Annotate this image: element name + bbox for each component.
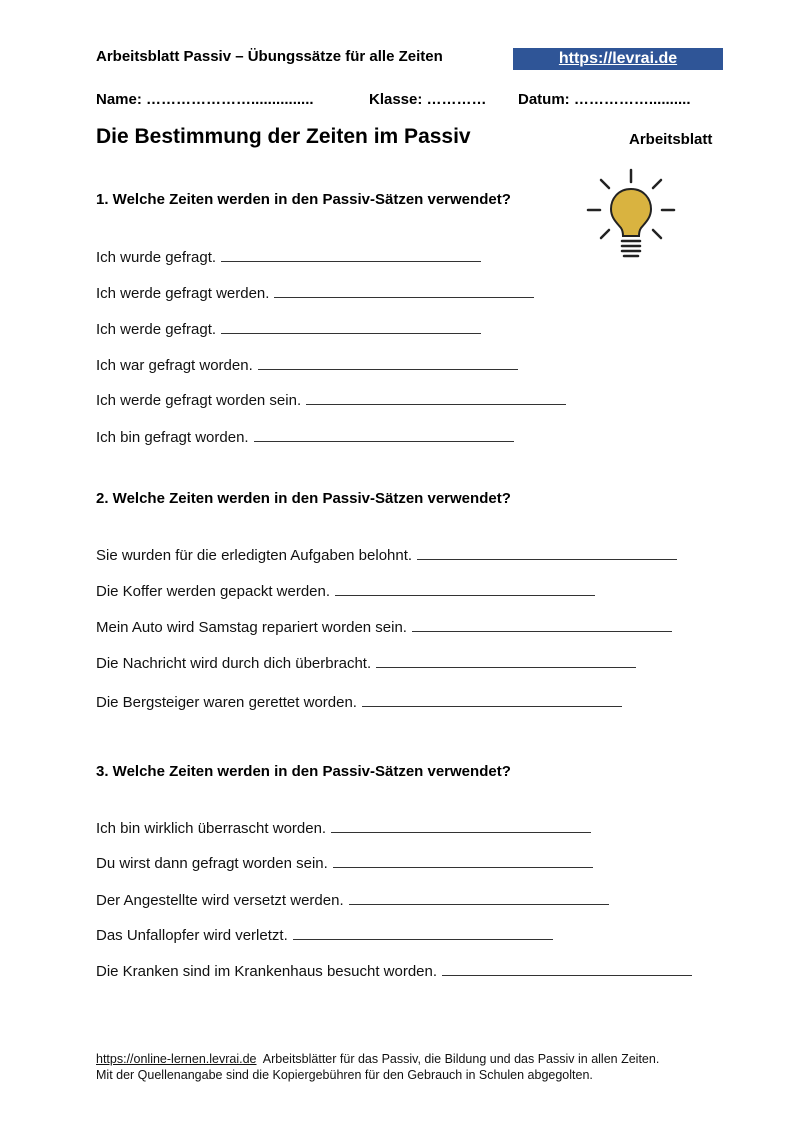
sentence-text: Die Kranken sind im Krankenhaus besucht worden. (96, 963, 438, 980)
sentence-row (96, 818, 591, 837)
footer-line-2: Mit der Quellenangabe sind die Kopiergebühren für den Gebrauch in Schulen abgegolten. (96, 1068, 593, 1082)
footer-line-1 (96, 1051, 659, 1067)
answer-blank[interactable] (333, 853, 593, 868)
sentence-text: Ich war gefragt worden. (96, 357, 253, 374)
question-1: 1. Welche Zeiten werden in den Passiv-Sätzen verwendet? (96, 191, 511, 208)
sentence-row (96, 961, 692, 980)
lightbulb-icon (584, 168, 679, 263)
sentence-text: Ich werde gefragt werden. (96, 285, 270, 302)
answer-blank[interactable] (349, 890, 609, 905)
sentence-text: Mein Auto wird Samstag repariert worden sein. (96, 619, 407, 636)
answer-blank[interactable] (376, 653, 636, 668)
sentence-text: Die Nachricht wird durch dich überbracht. (96, 655, 372, 672)
footer (96, 1051, 659, 1083)
footer-line-1-text: Arbeitsblätter für das Passiv, die Bildung und das Passiv in allen Zeiten. (262, 1052, 660, 1066)
sentence-row (96, 355, 518, 374)
answer-blank[interactable] (274, 283, 534, 298)
answer-blank[interactable] (335, 581, 595, 596)
sentence-text: Ich bin gefragt worden. (96, 429, 249, 446)
name-field: Name: …………………............... (96, 91, 314, 108)
sentence-row (96, 545, 677, 564)
sentence-text: Ich werde gefragt. (96, 321, 217, 338)
worksheet-header-title: Arbeitsblatt Passiv – Übungssätze für alle Zeiten (96, 48, 443, 65)
sentence-row (96, 581, 595, 600)
sentence-text: Ich werde gefragt worden sein. (96, 392, 302, 409)
question-2: 2. Welche Zeiten werden in den Passiv-Sätzen verwendet? (96, 490, 511, 507)
levrai-link[interactable]: https://levrai.de (558, 50, 678, 67)
answer-blank[interactable] (293, 925, 553, 940)
sentence-text: Der Angestellte wird versetzt werden. (96, 892, 344, 909)
question-3: 3. Welche Zeiten werden in den Passiv-Sätzen verwendet? (96, 763, 511, 780)
answer-blank[interactable] (331, 818, 591, 833)
answer-blank[interactable] (258, 355, 518, 370)
sentence-text: Das Unfallopfer wird verletzt. (96, 927, 288, 944)
sentence-row (96, 853, 593, 872)
sentence-text: Sie wurden für die erledigten Aufgaben belohnt. (96, 547, 413, 564)
footer-link[interactable]: https://online-lernen.levrai.de (96, 1052, 257, 1066)
page-title: Die Bestimmung der Zeiten im Passiv (96, 125, 471, 148)
datum-field: Datum: …………….......... (518, 91, 691, 108)
sentence-text: Die Bergsteiger waren gerettet worden. (96, 694, 357, 711)
sentence-row (96, 617, 672, 636)
sentence-row (96, 319, 481, 338)
sentence-row (96, 692, 622, 711)
answer-blank[interactable] (306, 390, 566, 405)
answer-blank[interactable] (417, 545, 677, 560)
answer-blank[interactable] (362, 692, 622, 707)
sentence-text: Die Koffer werden gepackt werden. (96, 583, 331, 600)
sentence-row (96, 283, 534, 302)
answer-blank[interactable] (254, 427, 514, 442)
sentence-text: Ich bin wirklich überrascht worden. (96, 820, 327, 837)
sentence-row (96, 653, 636, 672)
answer-blank[interactable] (221, 247, 481, 262)
sentence-row (96, 390, 566, 409)
answer-blank[interactable] (221, 319, 481, 334)
sentence-text: Du wirst dann gefragt worden sein. (96, 855, 328, 872)
worksheet-label: Arbeitsblatt (629, 131, 713, 148)
klasse-field: Klasse: ………… (369, 91, 487, 108)
sentence-row (96, 925, 553, 944)
sentence-row (96, 247, 481, 266)
answer-blank[interactable] (442, 961, 692, 976)
levrai-link-box[interactable] (513, 48, 723, 70)
answer-blank[interactable] (412, 617, 672, 632)
sentence-row (96, 427, 514, 446)
sentence-text: Ich wurde gefragt. (96, 249, 217, 266)
sentence-row (96, 890, 609, 909)
